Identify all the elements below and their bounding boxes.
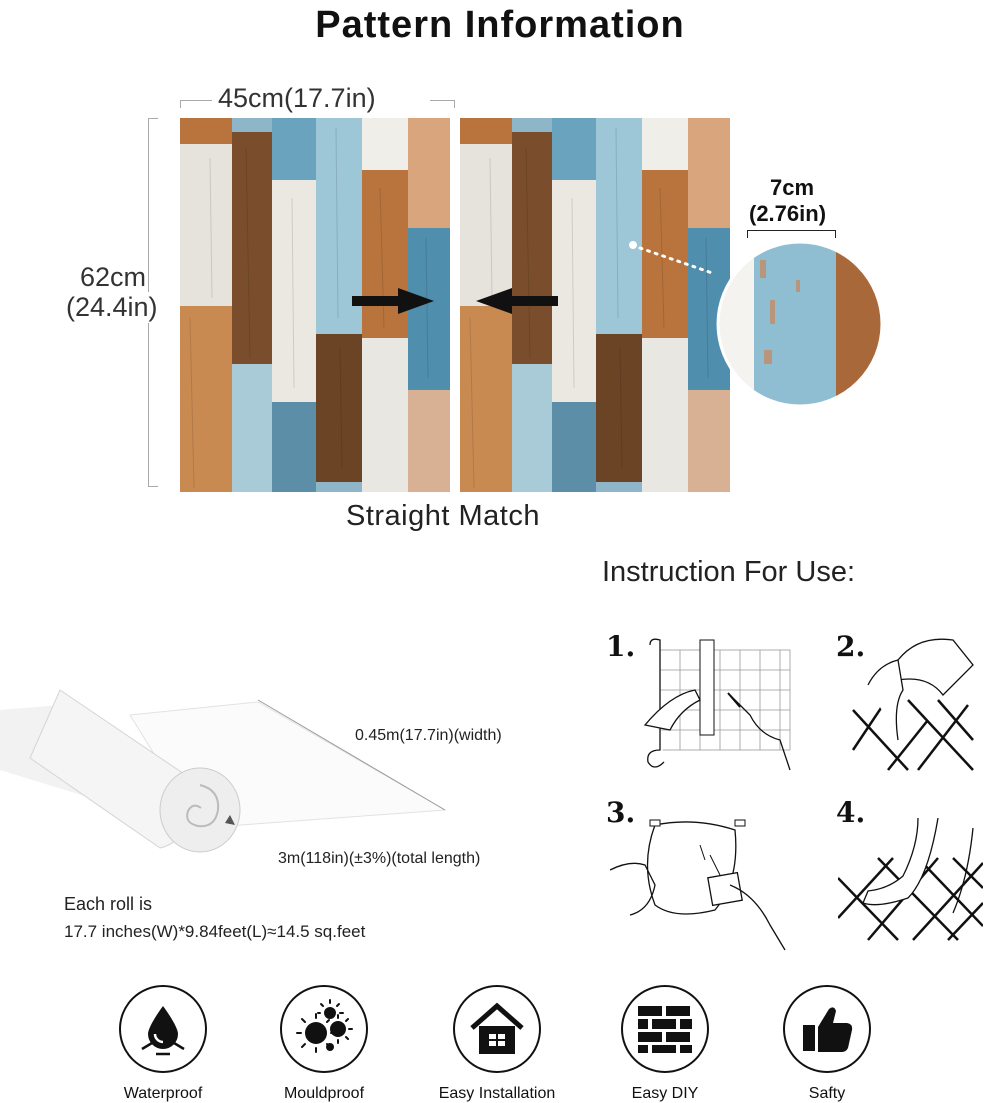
detail-tick-left — [747, 230, 748, 238]
feature-label: Safty — [808, 1085, 846, 1102]
brick-wall-icon — [621, 985, 709, 1073]
step-3-number: 3. — [606, 796, 636, 829]
height-in-label: (24.4in) — [66, 292, 158, 322]
step-4-smooth-illustration — [838, 818, 983, 948]
width-label: 45cm(17.7in) — [218, 83, 376, 113]
page-title: Pattern Information — [315, 4, 685, 46]
step-1-measure-cut-illustration — [640, 635, 800, 775]
width-dimension-line-right — [430, 100, 454, 101]
width-dimension-tick-right — [454, 100, 455, 108]
detail-in-label: (2.76in) — [749, 201, 827, 226]
feature-mouldproof — [244, 985, 404, 1103]
roll-length-label: 3m(118in)(±3%)(total length) — [278, 850, 481, 867]
width-dimension-line-left — [180, 100, 212, 101]
match-type-label: Straight Match — [346, 500, 540, 532]
water-drop-icon — [119, 985, 207, 1073]
step-4-number: 4. — [836, 796, 866, 829]
wallpaper-roll-illustration — [0, 660, 470, 870]
feature-easy-diy — [585, 985, 745, 1103]
wood-pattern-panels — [180, 118, 730, 492]
each-roll-spec: 17.7 inches(W)*9.84feet(L)≈14.5 sq.feet — [64, 922, 366, 941]
feature-label: Waterproof — [123, 1085, 203, 1102]
instructions-title: Instruction For Use: — [602, 556, 856, 588]
width-dimension-tick-left — [180, 100, 181, 108]
step-3-apply-illustration — [610, 815, 790, 955]
detail-cm-label: 7cm — [770, 175, 815, 200]
wood-detail-magnifier — [700, 240, 890, 410]
roll-width-label: 0.45m(17.7in)(width) — [355, 727, 502, 744]
height-cm-label: 62cm — [80, 260, 146, 295]
step-2-peel-illustration — [848, 630, 978, 775]
feature-label: Mouldproof — [283, 1085, 365, 1102]
feature-label: Easy Installation — [438, 1085, 556, 1102]
detail-dimension-line — [747, 230, 835, 231]
height-dimension-tick-top — [148, 118, 158, 119]
step-1-number: 1. — [606, 630, 636, 663]
feature-easy-installation — [417, 985, 577, 1103]
feature-label: Easy DIY — [631, 1085, 699, 1102]
each-roll-heading: Each roll is — [64, 894, 153, 914]
feature-waterproof — [83, 985, 243, 1103]
house-icon — [453, 985, 541, 1073]
step-2-number: 2. — [836, 630, 866, 663]
height-dimension-tick-bottom — [148, 486, 158, 487]
mould-icon — [280, 985, 368, 1073]
detail-tick-right — [835, 230, 836, 238]
feature-safty — [747, 985, 907, 1103]
thumbs-up-icon — [783, 985, 871, 1073]
